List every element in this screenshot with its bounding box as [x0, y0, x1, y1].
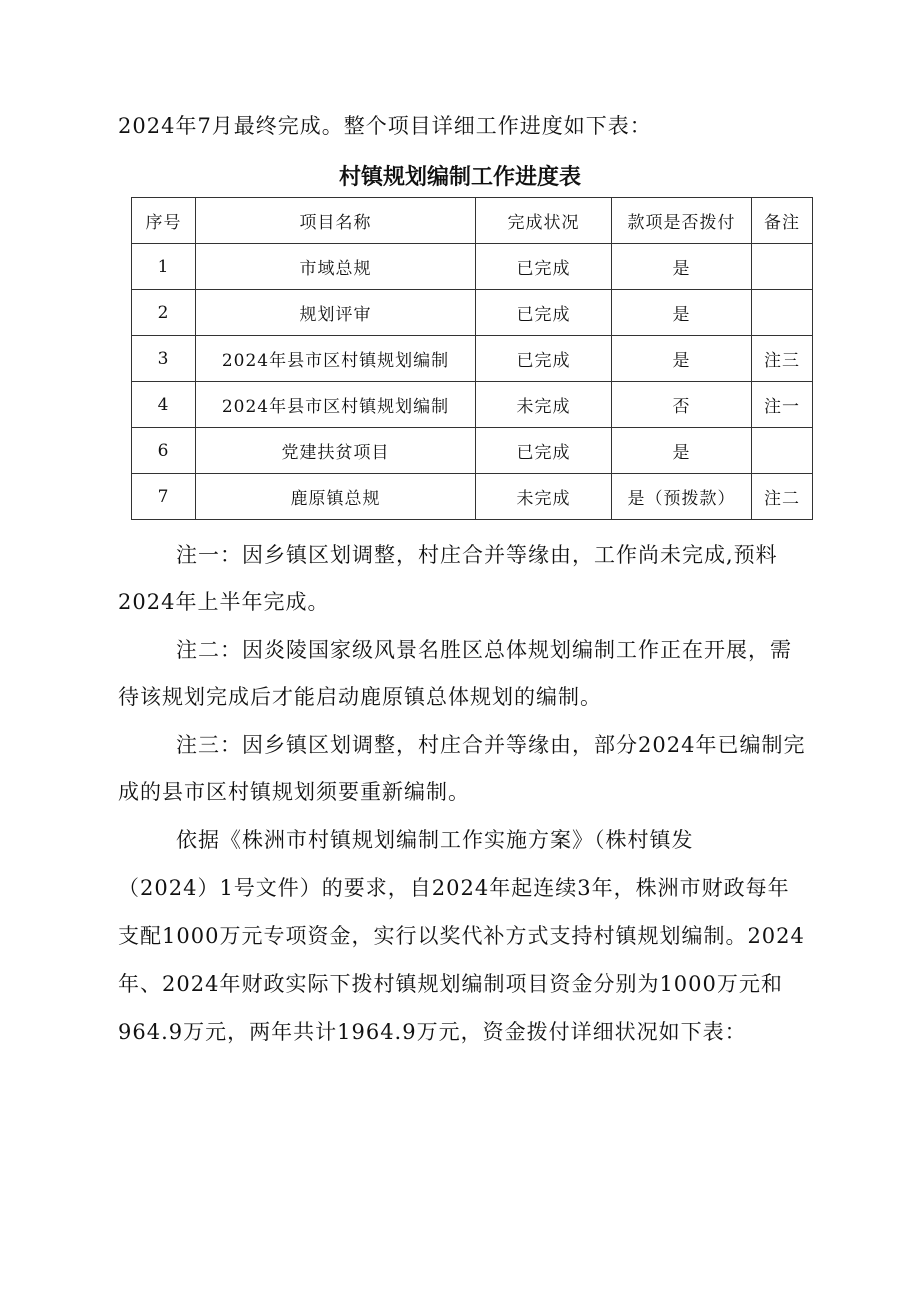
note-one-line1: 注一：因乡镇区划调整，村庄合并等缘由，工作尚未完成,预料: [176, 543, 778, 567]
table-header-row: [132, 198, 813, 244]
cell-status: 未完成: [476, 382, 612, 428]
header-project-name: 项目名称: [196, 198, 476, 244]
table-row: [132, 474, 813, 520]
cell-funded: 否: [612, 382, 752, 428]
cell-status: 未完成: [476, 474, 612, 520]
note-three-line2: 成的县市区村镇规划须要重新编制。: [118, 780, 470, 804]
progress-table: [131, 197, 813, 520]
cell-project-name: 2024年县市区村镇规划编制: [196, 382, 476, 428]
cell-funded: 是: [612, 244, 752, 290]
cell-funded: 是: [612, 336, 752, 382]
cell-remarks: 注三: [752, 336, 813, 382]
cell-status: 已完成: [476, 290, 612, 336]
cell-funded: 是: [612, 428, 752, 474]
header-status: 完成状况: [476, 198, 612, 244]
cell-seq: 2: [132, 290, 196, 336]
paragraph-line1: 依据《株洲市村镇规划编制工作实施方案》（株村镇发: [176, 828, 694, 852]
cell-remarks: [752, 428, 813, 474]
cell-remarks: 注二: [752, 474, 813, 520]
cell-seq: 4: [132, 382, 196, 428]
cell-status: 已完成: [476, 336, 612, 382]
cell-seq: 1: [132, 244, 196, 290]
cell-funded: 是（预拨款）: [612, 474, 752, 520]
header-funded: 款项是否拨付: [612, 198, 752, 244]
table-row: [132, 290, 813, 336]
note-two-line1: 注二：因炎陵国家级风景名胜区总体规划编制工作正在开展，需: [176, 638, 792, 662]
cell-project-name: 2024年县市区村镇规划编制: [196, 336, 476, 382]
note-three-line1: 注三：因乡镇区划调整，村庄合并等缘由，部分2024年已编制完: [176, 733, 806, 757]
paragraph-line3: 支配1000万元专项资金，实行以奖代补方式支持村镇规划编制。2024: [118, 924, 805, 948]
cell-project-name: 鹿原镇总规: [196, 474, 476, 520]
table-title: 村镇规划编制工作进度表: [338, 165, 581, 190]
table-row: [132, 336, 813, 382]
cell-remarks: 注一: [752, 382, 813, 428]
cell-seq: 7: [132, 474, 196, 520]
note-two-line2: 待该规划完成后才能启动鹿原镇总体规划的编制。: [118, 685, 602, 709]
cell-project-name: 党建扶贫项目: [196, 428, 476, 474]
note-one-line2: 2024年上半年完成。: [118, 590, 330, 614]
cell-seq: 3: [132, 336, 196, 382]
cell-seq: 6: [132, 428, 196, 474]
cell-remarks: [752, 290, 813, 336]
cell-status: 已完成: [476, 428, 612, 474]
cell-funded: 是: [612, 290, 752, 336]
cell-remarks: [752, 244, 813, 290]
header-remarks: 备注: [752, 198, 813, 244]
paragraph-line2: （2024）1号文件）的要求，自2024年起连续3年，株洲市财政每年: [118, 876, 790, 900]
table-row: [132, 428, 813, 474]
paragraph-line5: 964.9万元，两年共计1964.9万元，资金拨付详细状况如下表：: [118, 1020, 747, 1044]
cell-project-name: 规划评审: [196, 290, 476, 336]
cell-status: 已完成: [476, 244, 612, 290]
table-row: [132, 382, 813, 428]
paragraph-line4: 年、2024年财政实际下拨村镇规划编制项目资金分别为1000万元和: [118, 972, 783, 996]
table-row: [132, 244, 813, 290]
intro-text: 2024年7月最终完成。整个项目详细工作进度如下表：: [118, 114, 652, 138]
cell-project-name: 市域总规: [196, 244, 476, 290]
header-seq: 序号: [132, 198, 196, 244]
